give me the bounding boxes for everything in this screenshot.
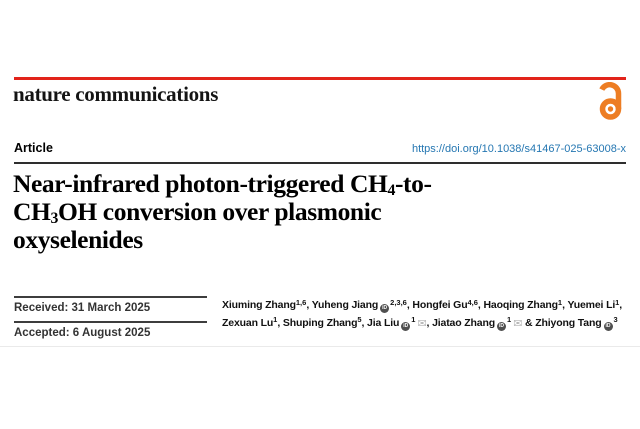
author-list [222, 297, 634, 333]
author-separator: , [306, 299, 312, 311]
orcid-icon[interactable]: iD [403, 322, 409, 329]
author-separator: , [477, 299, 484, 311]
author-name: Zhiyong Tang [535, 316, 602, 329]
dates-divider-mid [14, 321, 207, 323]
masthead-rule [14, 77, 626, 80]
author-separator: , [406, 299, 413, 311]
author-name: Hongfei Gu [412, 299, 468, 311]
title-line: oxyselenides [13, 225, 143, 254]
affiliation-superscript: 1 [507, 315, 512, 324]
open-access-icon [598, 82, 625, 120]
orcid-icon[interactable]: iD [605, 322, 611, 329]
article-title [13, 170, 513, 254]
author-name: Zexuan Lu [222, 316, 274, 329]
author-name: Jia Liu [367, 316, 400, 329]
author-name: Haoqing Zhang [483, 299, 558, 311]
author-name: Shuping Zhang [282, 316, 358, 329]
orcid-icon[interactable]: iD [382, 305, 388, 311]
affiliation-superscript: 4,6 [467, 297, 478, 307]
author-name: Xiuming Zhang [222, 299, 296, 311]
affiliation-superscript: 2,3,6 [390, 297, 407, 307]
email-envelope-icon[interactable]: ✉ [513, 317, 523, 330]
header-divider [14, 162, 626, 164]
affiliation-superscript: 1 [273, 315, 278, 324]
affiliation-superscript: 1 [557, 297, 563, 307]
orcid-icon[interactable]: iD [499, 322, 505, 329]
author-separator: , [619, 299, 623, 311]
author-separator: , [277, 316, 283, 329]
dates-divider-top [14, 296, 207, 298]
affiliation-superscript: 5 [357, 315, 362, 324]
author-separator: , [361, 316, 368, 329]
author-separator: , [562, 299, 568, 311]
received-date: Received: 31 March 2025 [14, 302, 151, 314]
article-type-label: Article [14, 141, 53, 155]
journal-wordmark: nature communications [13, 82, 219, 106]
doi-link[interactable]: https://doi.org/10.1038/s41467-025-63008-x [411, 143, 626, 155]
author-name: Yuheng Jiang [311, 299, 379, 311]
accepted-date: Accepted: 6 August 2025 [14, 327, 151, 339]
affiliation-superscript: 1 [615, 297, 620, 307]
email-envelope-icon[interactable]: ✉ [417, 317, 427, 330]
author-separator: , [426, 316, 433, 329]
chemical-subscript: 3 [50, 209, 58, 227]
affiliation-superscript: 3 [613, 315, 618, 324]
affiliation-superscript: 1 [411, 315, 416, 324]
author-line [222, 315, 634, 334]
author-name: Jiatao Zhang [432, 316, 496, 329]
author-line [222, 297, 634, 315]
author-separator: & [522, 316, 536, 329]
affiliation-superscript: 1,6 [295, 297, 307, 307]
author-name: Yuemei Li [567, 299, 616, 311]
chemical-subscript: 4 [387, 181, 395, 199]
title-line: $CH_3OH$ conversion over plasmonic [13, 197, 382, 227]
section-divider [0, 346, 640, 347]
title-line: Near-infrared photon-triggered $CH_4-to-$ [13, 169, 432, 199]
